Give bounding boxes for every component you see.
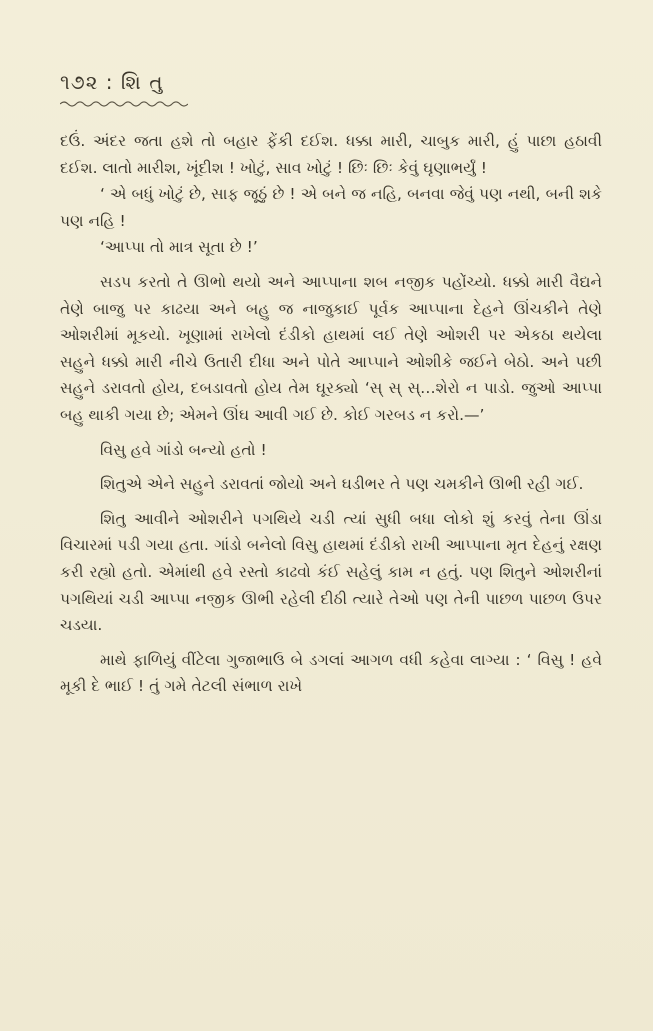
paragraph: માથે ફાળિયું વીંટેલા ગુજાભાઉ બે ડગલાં આગળ વધી કહેવા લાગ્યા : ‘ વિસુ ! હવે મૂકી દે ભાઈ ! તું ગમે તેટલી સંભાળ રાખે (60, 650, 602, 696)
paragraph: શિતુએ એને સહુને ડરાવતાં જોયો અને ઘડીભર તે પણ ચમકીને ઊભી રહી ગઈ. (100, 475, 584, 494)
wavy-underline-ornament (60, 100, 188, 108)
paragraph: સડપ કરતો તે ઊભો થયો અને આપ્પાના શબ નજીક પહોંચ્યો. ધક્કો મારી વૈદ્યને તેણે બાજુ પર કાઢયા અને બહુ જ નાજુકાઈ પૂર્વક આપ્પાના દેહને ઊંચકીને તેણે ઓશરીમાં મૂકયો. ખૂણામાં રાખેલો દંડીકો હાથમાં લઈ તેણે ઓશરી પર એકઠા થયેલા સહુને ધક્કો મારી નીચે ઉતારી દીધા અને પોતે આપ્પાને ઓશીકે જઈને બેઠો. અને પછી સહુને ડરાવતો હોય, દબડાવતો હોય તેમ ઘૂરક્યો ‘સ્ સ્ સ્…શેરો ન પાડો. જુઓ આપ્પા બહુ થાકી ગયા છે; એમને ઊંઘ આવી ગઈ છે. કોઈ ગરબડ ન કરો.—’ (60, 272, 602, 424)
paragraph: શિતુ આવીને ઓશરીને પગથિયે ચડી ત્યાં સુધી બધા લોકો શું કરવું તેના ઊંડા વિચારમાં પડી ગયા હતા. ગાંડો બનેલો વિસુ હાથમાં દંડીકો રાખી આપ્પાના મૃત દેહનું રક્ષણ કરી રહ્યો હતો. એમાંથી હવે રસ્તો કાઢવો કંઈ સહેલું કામ ન હતું. પણ શિતુને ઓશરીનાં પગથિયાં ચડી આપ્પા નજીક ઊભી રહેલી દીઠી ત્યારે તેઓ પણ તેની પાછળ પાછળ ઉપર ચડયા. (60, 509, 602, 635)
running-head: ૧૭૨ : શિ તુ (60, 70, 164, 94)
paragraph: ‘ એ બધું ખોટું છે, સાફ જૂઠું છે ! એ બને જ નહિ, બનવા જેવું પણ નથી, બની શકે પણ નહિ ! (60, 185, 602, 230)
paragraph: વિસુ હવે ગાંડો બન્યો હતો ! (100, 440, 267, 459)
paragraph: ‘આપ્પા તો માત્ર સૂતા છે !’ (100, 238, 258, 257)
paragraph-continuation: દઉં. અંદર જતા હશે તો બહાર ફેંકી દઈશ. ધક્કા મારી, ચાબુક મારી, હું પાછા હઠાવી દઈશ. લાતો મારીશ, ખૂંદીશ ! ખોટું, સાવ ખોટું ! છિઃ છિઃ કેવું ઘૃણાભર્યું ! (60, 132, 602, 177)
body-text (60, 128, 602, 700)
